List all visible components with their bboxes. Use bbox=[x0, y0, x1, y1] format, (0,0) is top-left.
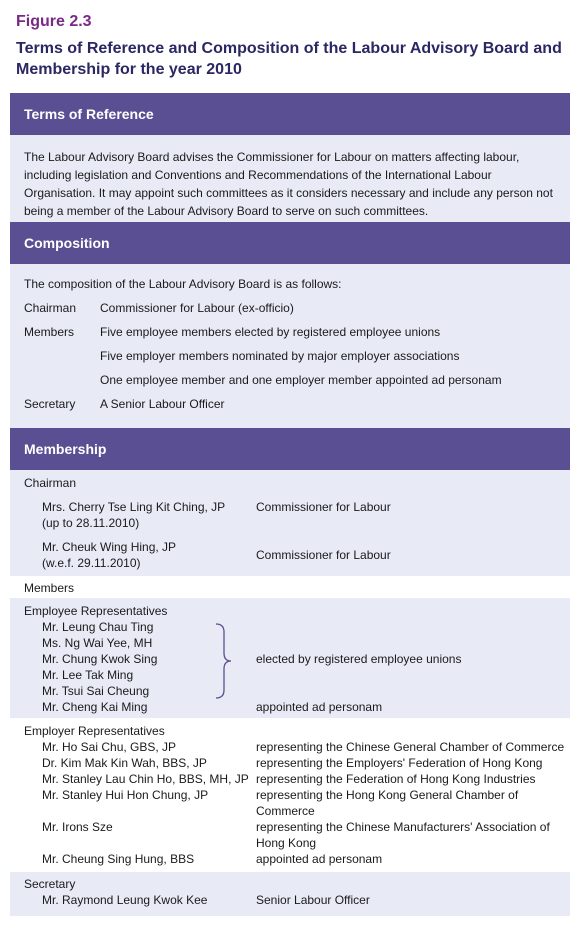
composition-members-value: Five employee members elected by registered employee unions bbox=[100, 325, 441, 339]
employer-name: Mr. Stanley Lau Chin Ho, BBS, MH, JP bbox=[42, 772, 249, 786]
terms-text: The Labour Advisory Board advises the Commissioner for Labour on matters affecting labour, including legislation and Conventions and Recommendations of the International Labour Organisation. It may appoint such committees as it considers necessary and include any person not being a member of the Labour Advisory Board to serve on such committees. bbox=[24, 150, 553, 218]
employees-role: elected by registered employee unions bbox=[256, 652, 462, 666]
employee-label: Employee Representatives bbox=[24, 604, 168, 618]
members-label-row bbox=[10, 576, 570, 598]
composition-intro: The composition of the Labour Advisory Board is as follows: bbox=[24, 277, 342, 291]
secretary-name: Mr. Raymond Leung Kwok Kee bbox=[42, 893, 208, 907]
employer-role: representing the Federation of Hong Kong Industries bbox=[256, 772, 536, 786]
composition-header: Composition bbox=[10, 222, 570, 264]
chairman-term: (w.e.f. 29.11.2010) bbox=[42, 556, 141, 570]
chairman-role: Commissioner for Labour bbox=[256, 500, 391, 514]
membership-members-label: Members bbox=[24, 581, 75, 595]
employee-name: Mr. Cheng Kai Ming bbox=[42, 700, 148, 714]
employer-role: representing the Hong Kong General Chamber of Commerce bbox=[256, 788, 519, 818]
employer-label: Employer Representatives bbox=[24, 724, 165, 738]
composition-chairman-label: Chairman bbox=[24, 301, 77, 315]
employee-name: Mr. Tsui Sai Cheung bbox=[42, 684, 150, 698]
employer-name: Mr. Cheung Sing Hung, BBS bbox=[42, 852, 195, 866]
composition-secretary-value: A Senior Labour Officer bbox=[100, 397, 225, 411]
terms-header: Terms of Reference bbox=[10, 93, 570, 135]
employer-name: Mr. Ho Sai Chu, GBS, JP bbox=[42, 740, 177, 754]
employee-name: Mr. Lee Tak Ming bbox=[42, 668, 134, 682]
composition-members-value: Five employer members nominated by major employer associations bbox=[100, 349, 460, 363]
employer-role: representing the Chinese General Chamber of Commerce bbox=[256, 740, 565, 754]
employee-role: appointed ad personam bbox=[256, 700, 383, 714]
employer-role: appointed ad personam bbox=[256, 852, 383, 866]
composition-members-value: One employee member and one employer member appointed ad personam bbox=[100, 373, 502, 387]
employee-name: Ms. Ng Wai Yee, MH bbox=[42, 636, 153, 650]
chairman-name: Mrs. Cherry Tse Ling Kit Ching, JP bbox=[42, 500, 226, 514]
employer-role: representing the Employers' Federation of Hong Kong bbox=[256, 756, 543, 770]
membership-chairman-label: Chairman bbox=[24, 476, 77, 490]
composition-chairman-value: Commissioner for Labour (ex-officio) bbox=[100, 301, 294, 315]
employer-name: Mr. Stanley Hui Hon Chung, JP bbox=[42, 788, 209, 802]
brace-icon bbox=[213, 622, 233, 700]
composition-members-label: Members bbox=[24, 325, 75, 339]
figure-title: Terms of Reference and Composition of the Labour Advisory Board and Membership for the year 2010 bbox=[16, 40, 562, 78]
employer-name: Mr. Irons Sze bbox=[42, 820, 113, 834]
employee-name: Mr. Chung Kwok Sing bbox=[42, 652, 158, 666]
chairman-term: (up to 28.11.2010) bbox=[42, 516, 140, 530]
chairman-name: Mr. Cheuk Wing Hing, JP bbox=[42, 540, 177, 554]
membership-header: Membership bbox=[10, 428, 570, 470]
employee-name: Mr. Leung Chau Ting bbox=[42, 620, 154, 634]
secretary-role: Senior Labour Officer bbox=[256, 893, 370, 907]
employer-role: representing the Chinese Manufacturers' Association of Hong Kong bbox=[256, 820, 550, 850]
membership-secretary-label: Secretary bbox=[24, 877, 76, 891]
composition-secretary-label: Secretary bbox=[24, 397, 76, 411]
figure-label: Figure 2.3 bbox=[16, 13, 92, 30]
chairman-role: Commissioner for Labour bbox=[256, 548, 391, 562]
employer-name: Dr. Kim Mak Kin Wah, BBS, JP bbox=[42, 756, 207, 770]
